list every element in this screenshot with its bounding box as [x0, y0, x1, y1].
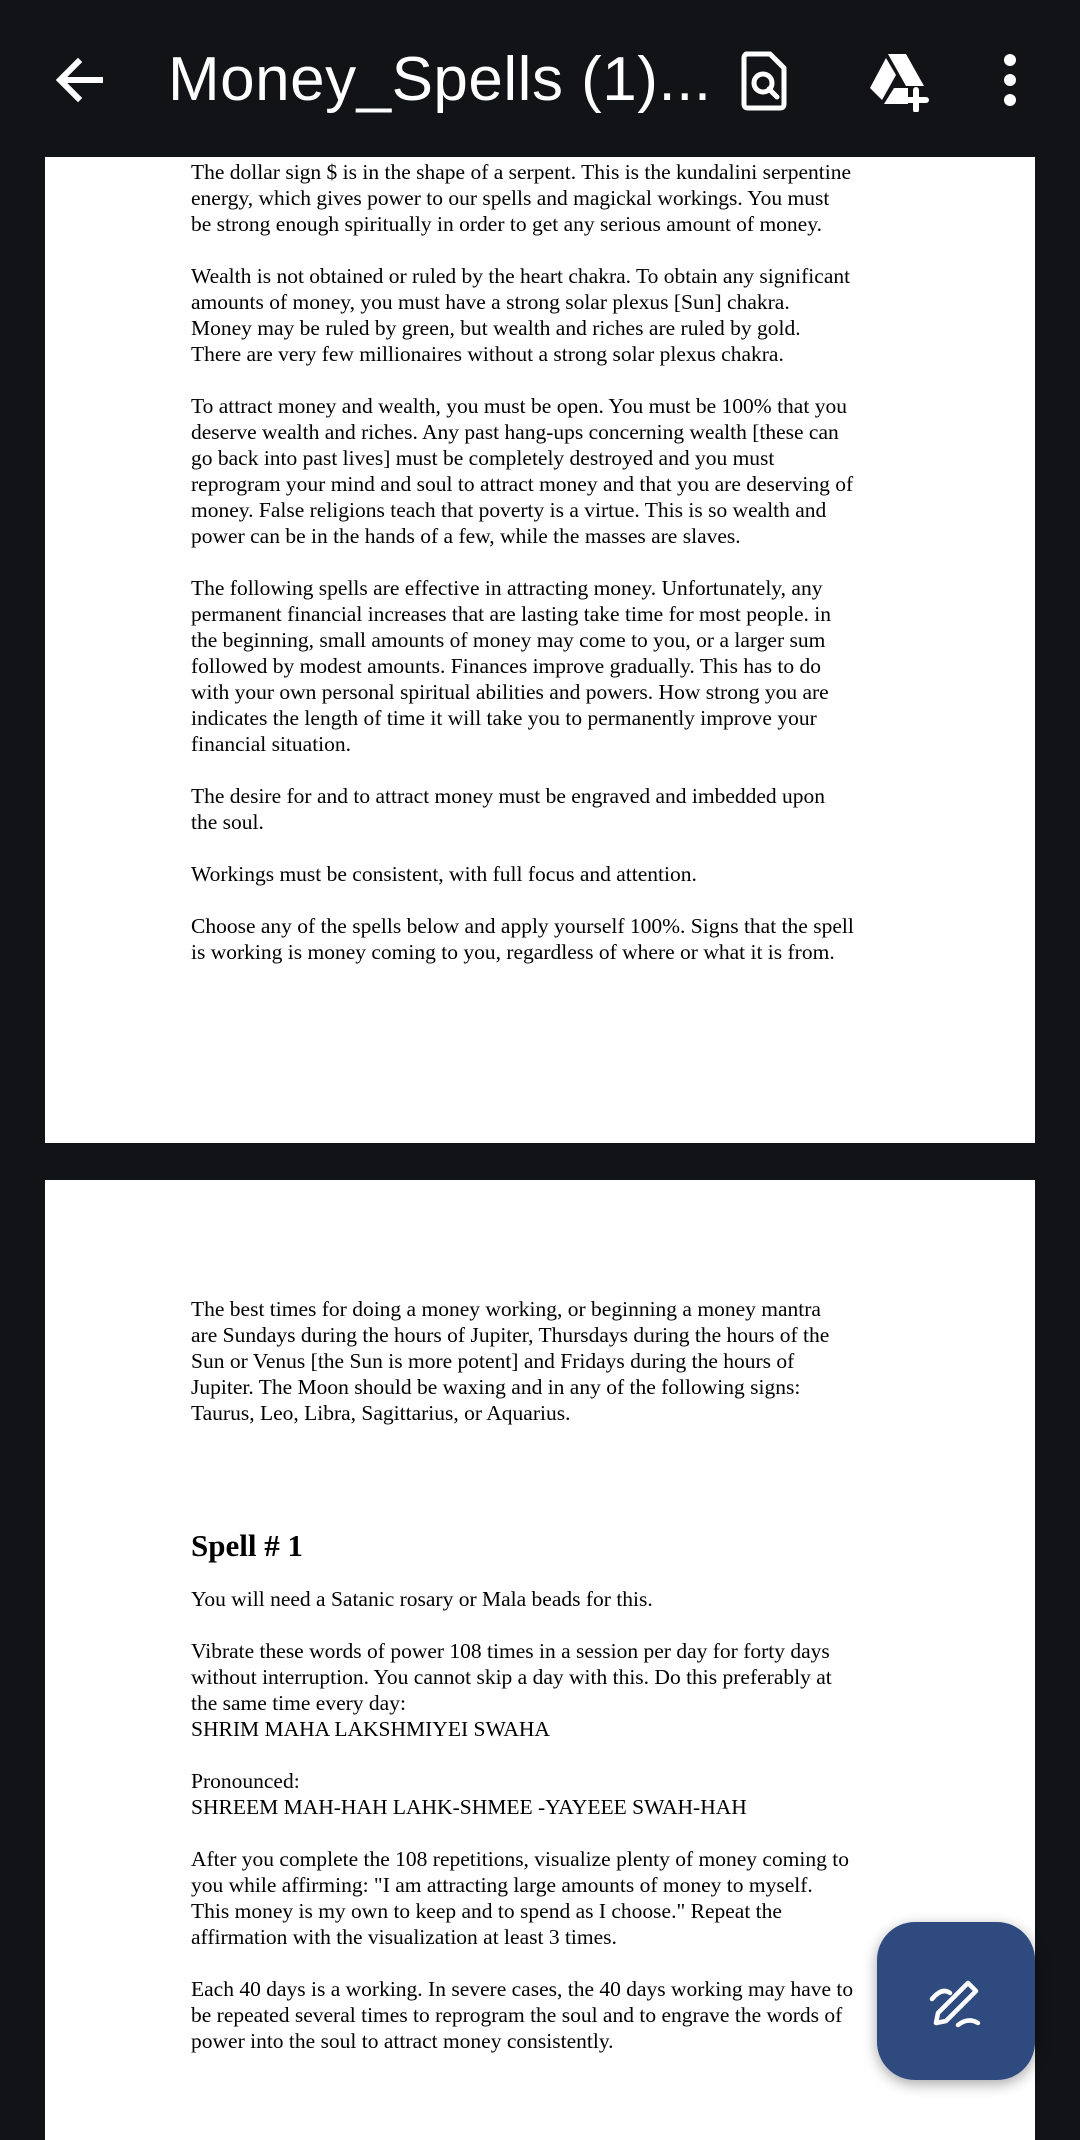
drive-add-icon	[866, 48, 930, 112]
search-document-icon	[732, 48, 796, 112]
paragraph: After you complete the 108 repetitions, visualize plenty of money coming to you while affirming: "I am attracting large amounts of money to myself. This money is my own to keep and to spend as I choose." Repeat the affirmation with the visualization at least 3 times.	[191, 1847, 849, 1949]
app-bar	[0, 0, 1080, 157]
paragraph: Workings must be consistent, with full focus and attention.	[191, 862, 697, 886]
paragraph: Pronounced: SHREEM MAH-HAH LAHK-SHMEE -YAYEEE SWAH-HAH	[191, 1769, 747, 1819]
document-title: Money_Spells (1)...	[168, 45, 712, 114]
paragraph: The dollar sign $ is in the shape of a serpent. This is the kundalini serpentine energy, which gives power to our spells and magickal workings. You must be strong enough spiritually in order to get any serious amount of money.	[191, 160, 851, 236]
back-button[interactable]	[48, 48, 112, 112]
add-to-drive-button[interactable]	[866, 48, 930, 112]
paragraph: You will need a Satanic rosary or Mala beads for this.	[191, 1587, 653, 1611]
paragraph: The desire for and to attract money must be engraved and imbedded upon the soul.	[191, 784, 826, 834]
intro-paragraph: The best times for doing a money working, or beginning a money mantra are Sundays during the hours of Jupiter, Thursdays during the hours of the Sun or Venus [the Sun is more potent] and Fridays during the hours of Jupiter. The Moon should be waxing and in any of the following signs: Taurus, Leo, Libra, Sagittarius, or Aquarius.	[191, 1297, 830, 1425]
paragraph: Choose any of the spells below and apply yourself 100%. Signs that the spell is working is money coming to you, regardless of where or what it is from.	[191, 914, 854, 964]
paragraph: Wealth is not obtained or ruled by the heart chakra. To obtain any significant amounts of money, you must have a strong solar plexus [Sun] chakra. Money may be ruled by green, but wealth and riches are ruled by gold. There are very few millionaires without a strong solar plexus chakra.	[191, 264, 851, 366]
back-arrow-icon	[48, 48, 112, 112]
more-options-button[interactable]	[986, 48, 1034, 112]
paragraph: To attract money and wealth, you must be open. You must be 100% that you deserve wealth and riches. Any past hang-ups concerning wealth [these can go back into past lives] must be completely destroyed and you must reprogram your mind and soul to attract money and that you are deserving of money. False religions teach that poverty is a virtue. This is so wealth and power can be in the hands of a few, while the masses are slaves.	[191, 394, 854, 548]
edit-pen-icon	[924, 1969, 988, 2033]
find-in-document-button[interactable]	[732, 48, 796, 112]
pdf-page-1	[45, 157, 1035, 1143]
paragraph: The following spells are effective in attracting money. Unfortunately, any permanent financial increases that are lasting take time for most people. in the beginning, small amounts of money may come to you, or a larger sum followed by modest amounts. Finances improve gradually. This has to do with your own personal spiritual abilities and powers. How strong you are indicates the length of time it will take you to permanently improve your financial situation.	[191, 576, 831, 756]
page-1-text	[191, 159, 911, 991]
paragraph: Vibrate these words of power 108 times in a session per day for forty days without interruption. You cannot skip a day with this. Do this preferably at the same time every day: SHRIM MAHA LAKSHMIYEI SWAHA	[191, 1639, 832, 1741]
more-vert-icon	[986, 48, 1034, 112]
spell-heading: Spell # 1	[191, 1528, 303, 1563]
annotate-fab-button[interactable]	[877, 1922, 1035, 2080]
page-2-text	[191, 1296, 911, 2080]
paragraph: Each 40 days is a working. In severe cases, the 40 days working may have to be repeated several times to reprogram the soul and to engrave the words of power into the soul to attract money consistently.	[191, 1977, 854, 2053]
